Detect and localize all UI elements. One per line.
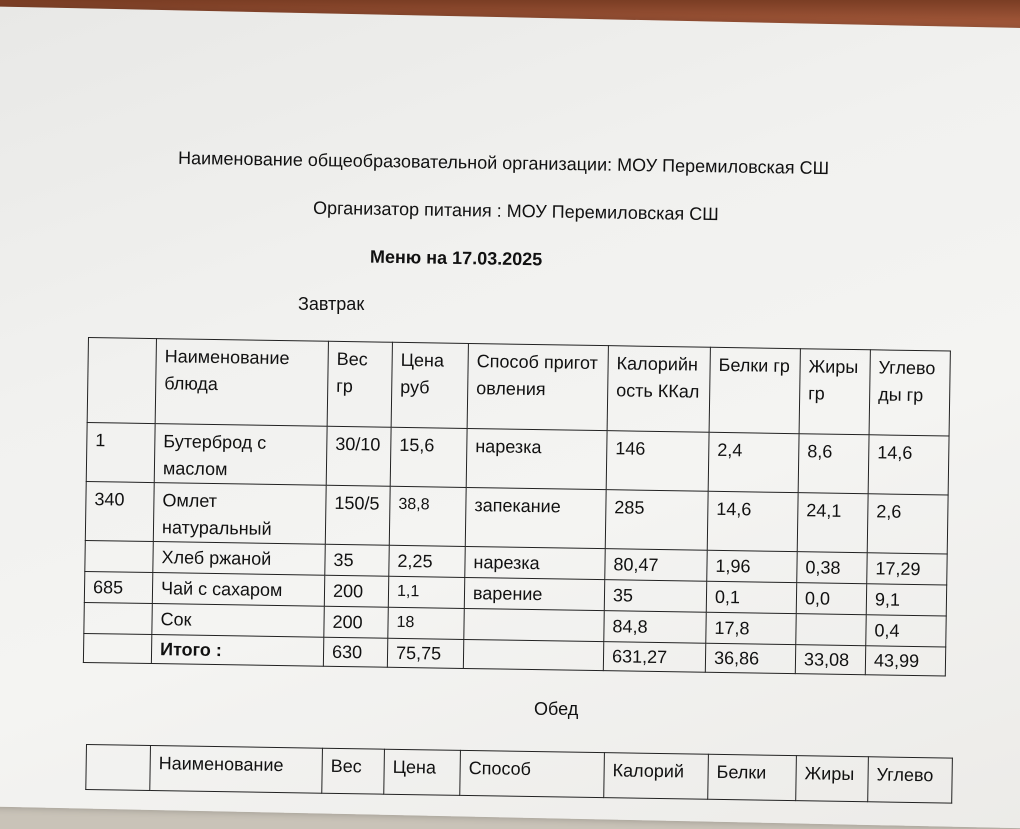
table-cell: 35 — [325, 544, 389, 576]
table-cell: варение — [464, 577, 604, 610]
table-cell — [84, 602, 152, 634]
table-cell: 0,0 — [796, 583, 866, 615]
col-header — [87, 338, 156, 424]
table-cell: нарезка — [465, 546, 605, 579]
col-header: Жиры гр — [799, 349, 870, 435]
table-cell: 631,27 — [603, 642, 705, 673]
table-cell: 150/5 — [325, 485, 390, 545]
col-header: Наименование блюда — [155, 339, 328, 427]
table-cell: Чай с сахаром — [152, 573, 324, 607]
col-header: Углеводы гр — [869, 350, 950, 436]
table-cell: 2,6 — [867, 494, 948, 554]
table-cell: 14,6 — [707, 491, 798, 551]
table-cell: 200 — [324, 575, 388, 607]
table-cell: 0,1 — [706, 581, 796, 613]
col-header: Вес — [322, 748, 385, 794]
col-header: Калорий — [604, 753, 709, 800]
col-header: Калорийность ККал — [607, 346, 710, 433]
table-cell — [83, 633, 151, 663]
col-header: Белки — [708, 754, 797, 800]
table-cell: 200 — [324, 606, 388, 638]
table-cell: 0,4 — [866, 615, 946, 647]
table-cell: 30/10 — [326, 426, 391, 486]
col-header: Цена — [384, 749, 461, 795]
table-cell — [463, 639, 603, 670]
col-header: Способ — [460, 750, 605, 797]
col-header: Углево — [868, 757, 953, 803]
col-header — [86, 745, 151, 791]
table-cell: 8,6 — [798, 434, 869, 494]
table-cell: 685 — [84, 571, 152, 603]
table-cell: Хлеб ржаной — [153, 542, 325, 576]
table-cell: 80,47 — [605, 549, 707, 582]
col-header: Наименование — [150, 746, 323, 794]
table-cell: 340 — [85, 481, 154, 541]
table-cell: 17,8 — [706, 612, 796, 644]
table-cell: 2,4 — [708, 432, 799, 492]
table-cell: 36,86 — [705, 643, 795, 673]
table-cell: 1,1 — [388, 576, 464, 608]
table-cell: 84,8 — [604, 611, 706, 644]
breakfast-table — [83, 337, 951, 677]
table-cell: 35 — [604, 580, 706, 613]
col-header: Белки гр — [709, 347, 800, 433]
org-line: Наименование общеобразовательной организации: МОУ Перемиловская СШ — [177, 147, 830, 179]
total-label: Итого : — [151, 635, 323, 667]
table-cell: 14,6 — [868, 435, 949, 495]
table-cell: 33,08 — [795, 645, 865, 675]
table-cell: 17,29 — [867, 553, 947, 585]
menu-title: Меню на 17.03.2025 — [369, 246, 543, 270]
table-cell — [85, 540, 153, 572]
breakfast-title: Завтрак — [298, 294, 365, 314]
table-cell: 2,25 — [389, 545, 465, 577]
table-cell: 15,6 — [390, 427, 467, 487]
table-header-row — [87, 338, 950, 437]
table-cell: Омлет натуральный — [153, 483, 326, 545]
organizer-line: Организатор питания : МОУ Перемиловская СШ — [312, 197, 719, 225]
col-header: Цена руб — [391, 342, 468, 428]
table-cell: 146 — [606, 431, 709, 492]
table-cell: 1,96 — [707, 550, 797, 582]
table-cell: запекание — [465, 487, 606, 548]
table-cell: 9,1 — [866, 584, 946, 616]
col-header: Вес гр — [327, 341, 392, 427]
table-cell: 24,1 — [797, 493, 868, 553]
col-header: Способ приготовления — [467, 343, 608, 430]
table-cell — [464, 608, 604, 641]
table-cell: Сок — [152, 604, 324, 638]
table-cell: 285 — [605, 490, 708, 551]
table-cell: 18 — [388, 607, 464, 639]
table-cell — [796, 614, 866, 646]
table-cell: нарезка — [466, 428, 607, 489]
table-cell: 75,75 — [387, 638, 463, 668]
table-cell: 630 — [323, 637, 387, 667]
table-cell: 43,99 — [865, 646, 945, 676]
table-cell: Бутерброд с маслом — [154, 424, 327, 486]
table-cell: 38,8 — [389, 486, 466, 546]
lunch-title: Обед — [534, 699, 579, 719]
col-header: Жиры — [796, 756, 869, 802]
table-cell: 1 — [86, 422, 155, 482]
table-cell: 0,38 — [797, 552, 867, 584]
